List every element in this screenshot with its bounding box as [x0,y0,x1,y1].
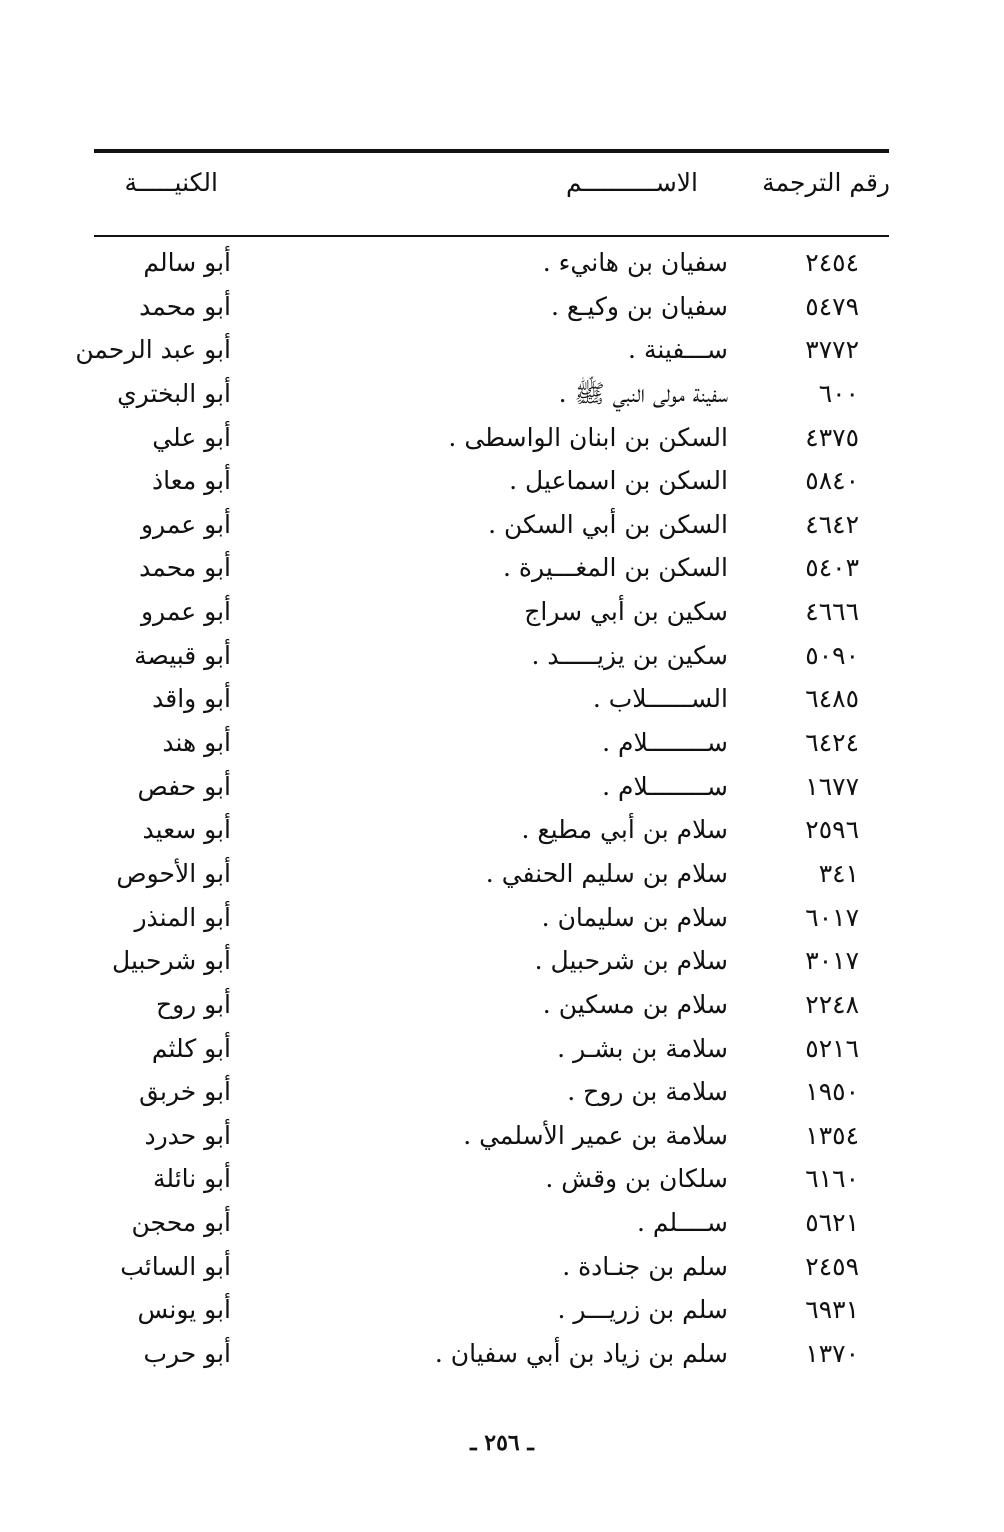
entry-kunya: أبو عبد الرحمن [75,335,231,365]
entry-kunya: أبو المنذر [134,902,231,932]
table-row [0,985,1004,1029]
entry-kunya: أبو كلثم [151,1033,231,1063]
entry-number: ٥٨٤٠ [805,466,859,496]
entry-kunya: أبو روح [155,989,231,1019]
entry-number: ٢٥٩٦ [805,815,859,845]
entry-name: سفيان بن وكيـع . [550,291,728,321]
entry-number: ٤٦٦٦ [805,597,859,627]
column-header-kunya: الكنيـــــة [124,168,218,197]
table-row [0,767,1004,811]
entry-kunya: أبو خربق [139,1077,231,1107]
entry-number: ٥٤٧٩ [805,291,859,321]
entry-number: ٥٤٠٣ [805,553,859,583]
table-row [0,1116,1004,1160]
table-row [0,898,1004,942]
entry-kunya: أبو عمرو [140,597,231,627]
entry-name: سفينة مولى النبي ﷺ . [558,378,728,408]
entry-kunya: أبو محمد [139,291,231,321]
entry-number: ٤٣٧٥ [805,422,859,452]
entry-number: ١٦٧٧ [805,771,859,801]
entry-number: ١٣٧٠ [805,1339,859,1369]
table-row [0,636,1004,680]
table-row [0,1247,1004,1291]
entry-kunya: أبو البختري [117,378,231,408]
table-row [0,1072,1004,1116]
column-header-name: الاســــــــــم [565,168,698,197]
table-row [0,505,1004,549]
entry-kunya: أبو واقد [152,684,231,714]
entry-name: ســــلم . [636,1208,728,1238]
entry-number: ١٩٥٠ [805,1077,859,1107]
page-number: ـ ٢٥٦ ـ [470,1430,534,1456]
entry-name: ســــــــلام . [602,728,728,758]
entry-name: ســــــــلام . [602,771,728,801]
table-row [0,374,1004,418]
entry-name: ســـفينة . [628,335,728,365]
entry-name: سلم بن جنـادة . [562,1251,728,1281]
entry-number: ٦٤٢٤ [805,728,859,758]
entry-number: ٦١٦٠ [805,1164,859,1194]
entry-number: ١٣٥٤ [805,1120,859,1150]
entry-number: ٤٦٤٢ [805,509,859,539]
table-row [0,723,1004,767]
entry-name: السكن بن ابنان الواسطى . [448,422,728,452]
entry-number: ٦٩٣١ [805,1295,859,1325]
table-row [0,330,1004,374]
entry-name: سلامة بن روح . [567,1077,728,1107]
table-row [0,461,1004,505]
entry-number: ٣٠١٧ [805,946,859,976]
entry-kunya: أبو الأحوص [116,858,231,888]
entry-kunya: أبو محمد [139,553,231,583]
entry-name: سلام بن سليمان . [541,902,728,932]
entry-name: السكن بن المغـــيرة . [503,553,728,583]
entry-number: ٥٢١٦ [805,1033,859,1063]
table-row [0,287,1004,331]
table-row [0,1290,1004,1334]
column-header-number: رقم الترجمة [762,168,890,197]
entry-number: ٥٦٢١ [805,1208,859,1238]
entry-name: الســــــلاب . [592,684,728,714]
entry-number: ٥٠٩٠ [805,640,859,670]
entry-kunya: أبو قبيصة [134,640,231,670]
entry-name: سلكان بن وقش . [545,1164,728,1194]
entry-name: سلامة بن بشـر . [557,1033,728,1063]
entry-kunya: أبو سعيد [142,815,231,845]
entry-name: سكين بن يزيـــــد . [531,640,728,670]
table-row [0,1334,1004,1378]
table-row [0,1159,1004,1203]
entry-number: ٣٧٧٢ [805,335,859,365]
entry-number: ٢٤٥٩ [805,1251,859,1281]
entry-number: ٦٠١٧ [805,902,859,932]
entry-name: سلام بن شرحبيل . [534,946,728,976]
table-row [0,548,1004,592]
entry-number: ٦٤٨٥ [805,684,859,714]
entry-kunya: أبو معاذ [152,466,231,496]
entry-kunya: أبو عمرو [140,509,231,539]
entry-kunya: أبو السائب [120,1251,231,1281]
entries-table [0,243,1004,1378]
entry-number: ٦٠٠ [818,378,859,408]
entry-name: سلام بن مسكين . [542,989,728,1019]
entry-kunya: أبو حرب [143,1339,231,1369]
entry-kunya: أبو نائلة [153,1164,231,1194]
entry-kunya: أبو حدرد [144,1120,231,1150]
entry-kunya: أبو علي [152,422,231,452]
entry-number: ٢٤٥٤ [805,248,859,277]
table-row [0,418,1004,462]
entry-name: سلام بن أبي مطيع . [521,815,728,845]
table-row [0,243,1004,287]
entry-kunya: أبو شرحبيل [112,946,231,976]
entry-name: سلامة بن عمير الأسلمي . [463,1120,728,1150]
top-rule [94,149,889,153]
table-row [0,810,1004,854]
entry-name: السكن بن أبي السكن . [488,509,728,539]
table-row [0,592,1004,636]
entry-name: سلام بن سليم الحنفي . [485,858,728,888]
entry-name: سلم بن زياد بن أبي سفيان . [434,1339,728,1369]
entry-name: سلم بن زريـــر . [557,1295,728,1325]
entry-kunya: أبو سالم [143,248,231,277]
entry-kunya: أبو هند [162,728,231,758]
entry-name: سكين بن أبي سراج [524,597,728,627]
table-row [0,679,1004,723]
table-row [0,1203,1004,1247]
table-row [0,1029,1004,1073]
entry-kunya: أبو محجن [131,1208,231,1238]
header-rule [94,235,889,237]
entry-name: سفيان بن هانيء . [542,248,728,277]
entry-kunya: أبو حفص [137,771,231,801]
table-row [0,941,1004,985]
entry-kunya: أبو يونس [137,1295,231,1325]
entry-name: السكن بن اسماعيل . [509,466,728,496]
entry-number: ٢٢٤٨ [805,989,859,1019]
table-row [0,854,1004,898]
entry-number: ٣٤١ [818,858,859,888]
